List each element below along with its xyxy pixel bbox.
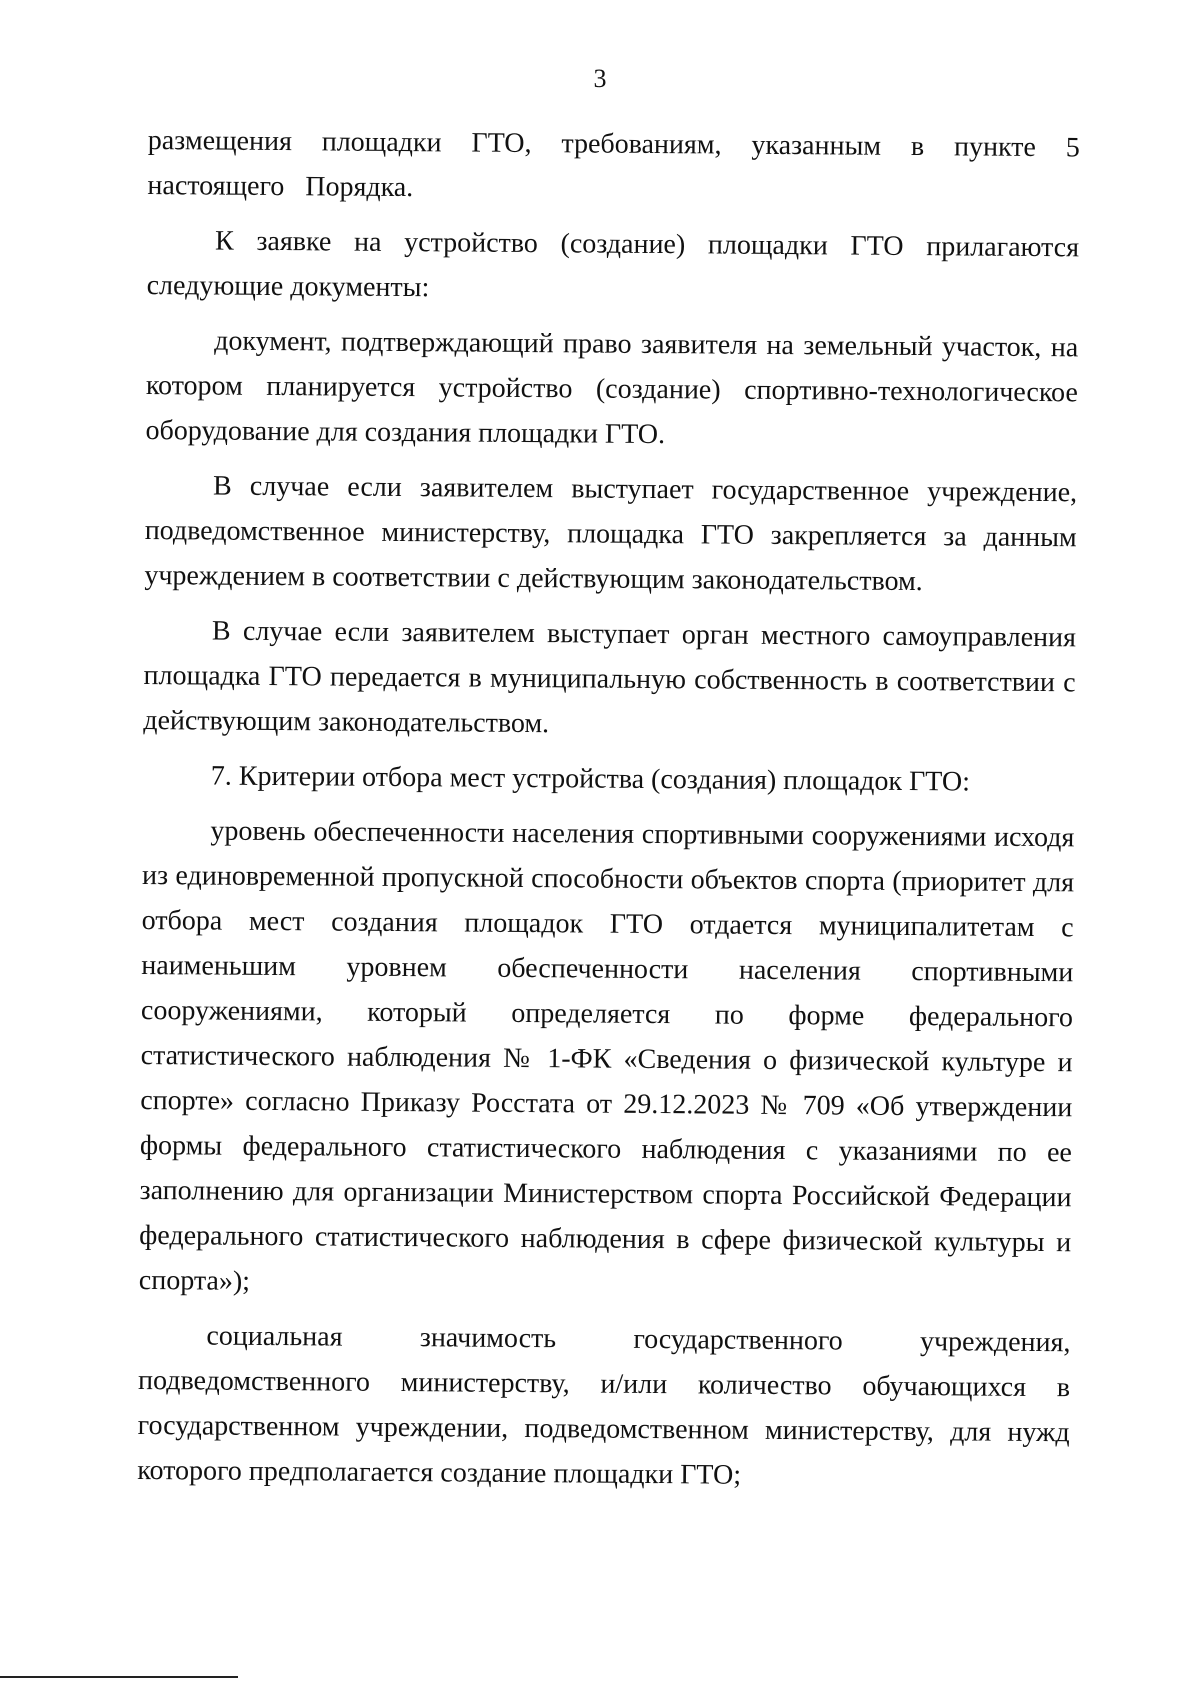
paragraph-local-government-applicant: В случае если заявителем выступает орган местного самоуправления площадка ГТО передается в муниципальную собственность в соответствии с действующим законодательством. [143, 615, 1077, 740]
paragraph-placement-requirements: размещения площадки ГТО, требованиям, указанным в пункте 5 настоящего Порядка. [147, 124, 1080, 204]
footer-separator-line [0, 1676, 238, 1678]
paragraph-land-right-document: документ, подтверждающий право заявителя на земельный участок, на котором планируется устройство (создание) спортивно-технологическое оборудование для создания площадки ГТО. [145, 325, 1079, 451]
paragraph-application-attachments: К заявке на устройство (создание) площадки ГТО прилагаются следующие документы: [146, 225, 1080, 304]
document-body [137, 118, 1080, 1510]
page-number: 3 [593, 64, 607, 93]
paragraph-criterion-sports-facilities: уровень обеспеченности населения спортивными сооружениями исходя из единовременной пропускной способности объектов спорта (приоритет для отбора мест создания площадок ГТО отдается муниципалитетам с наименьшим уровнем обеспеченности населения спортивными сооружениями, который определяется по форме федерального статистического наблюдения № 1-ФК «Сведения о физической культуре и спорте» согласно Приказу Росстата от 29.12.2023 № 709 «Об утверждении формы федерального статистического наблюдения с указаниями по ее заполнению для организации Министерством спорта Российской Федерации федерального статистического наблюдения в сфере физической культуры и спорта»); [138, 815, 1075, 1297]
paragraph-selection-criteria-heading: 7. Критерии отбора мест устройства (создания) площадок ГТО: [210, 760, 971, 798]
paragraph-criterion-social-significance: социальная значимость государственного учреждения, подведомственного министерству, и/или количество обучающихся в государственном учреждении, подведомственном министерству, для нужд которого предполагается создание площадки ГТО; [137, 1320, 1071, 1491]
paragraph-state-institution-applicant: В случае если заявителем выступает государственное учреждение, подведомственное министерству, площадка ГТО закрепляется за данным учреждением в соответствии с действующим законодательством. [144, 470, 1078, 598]
